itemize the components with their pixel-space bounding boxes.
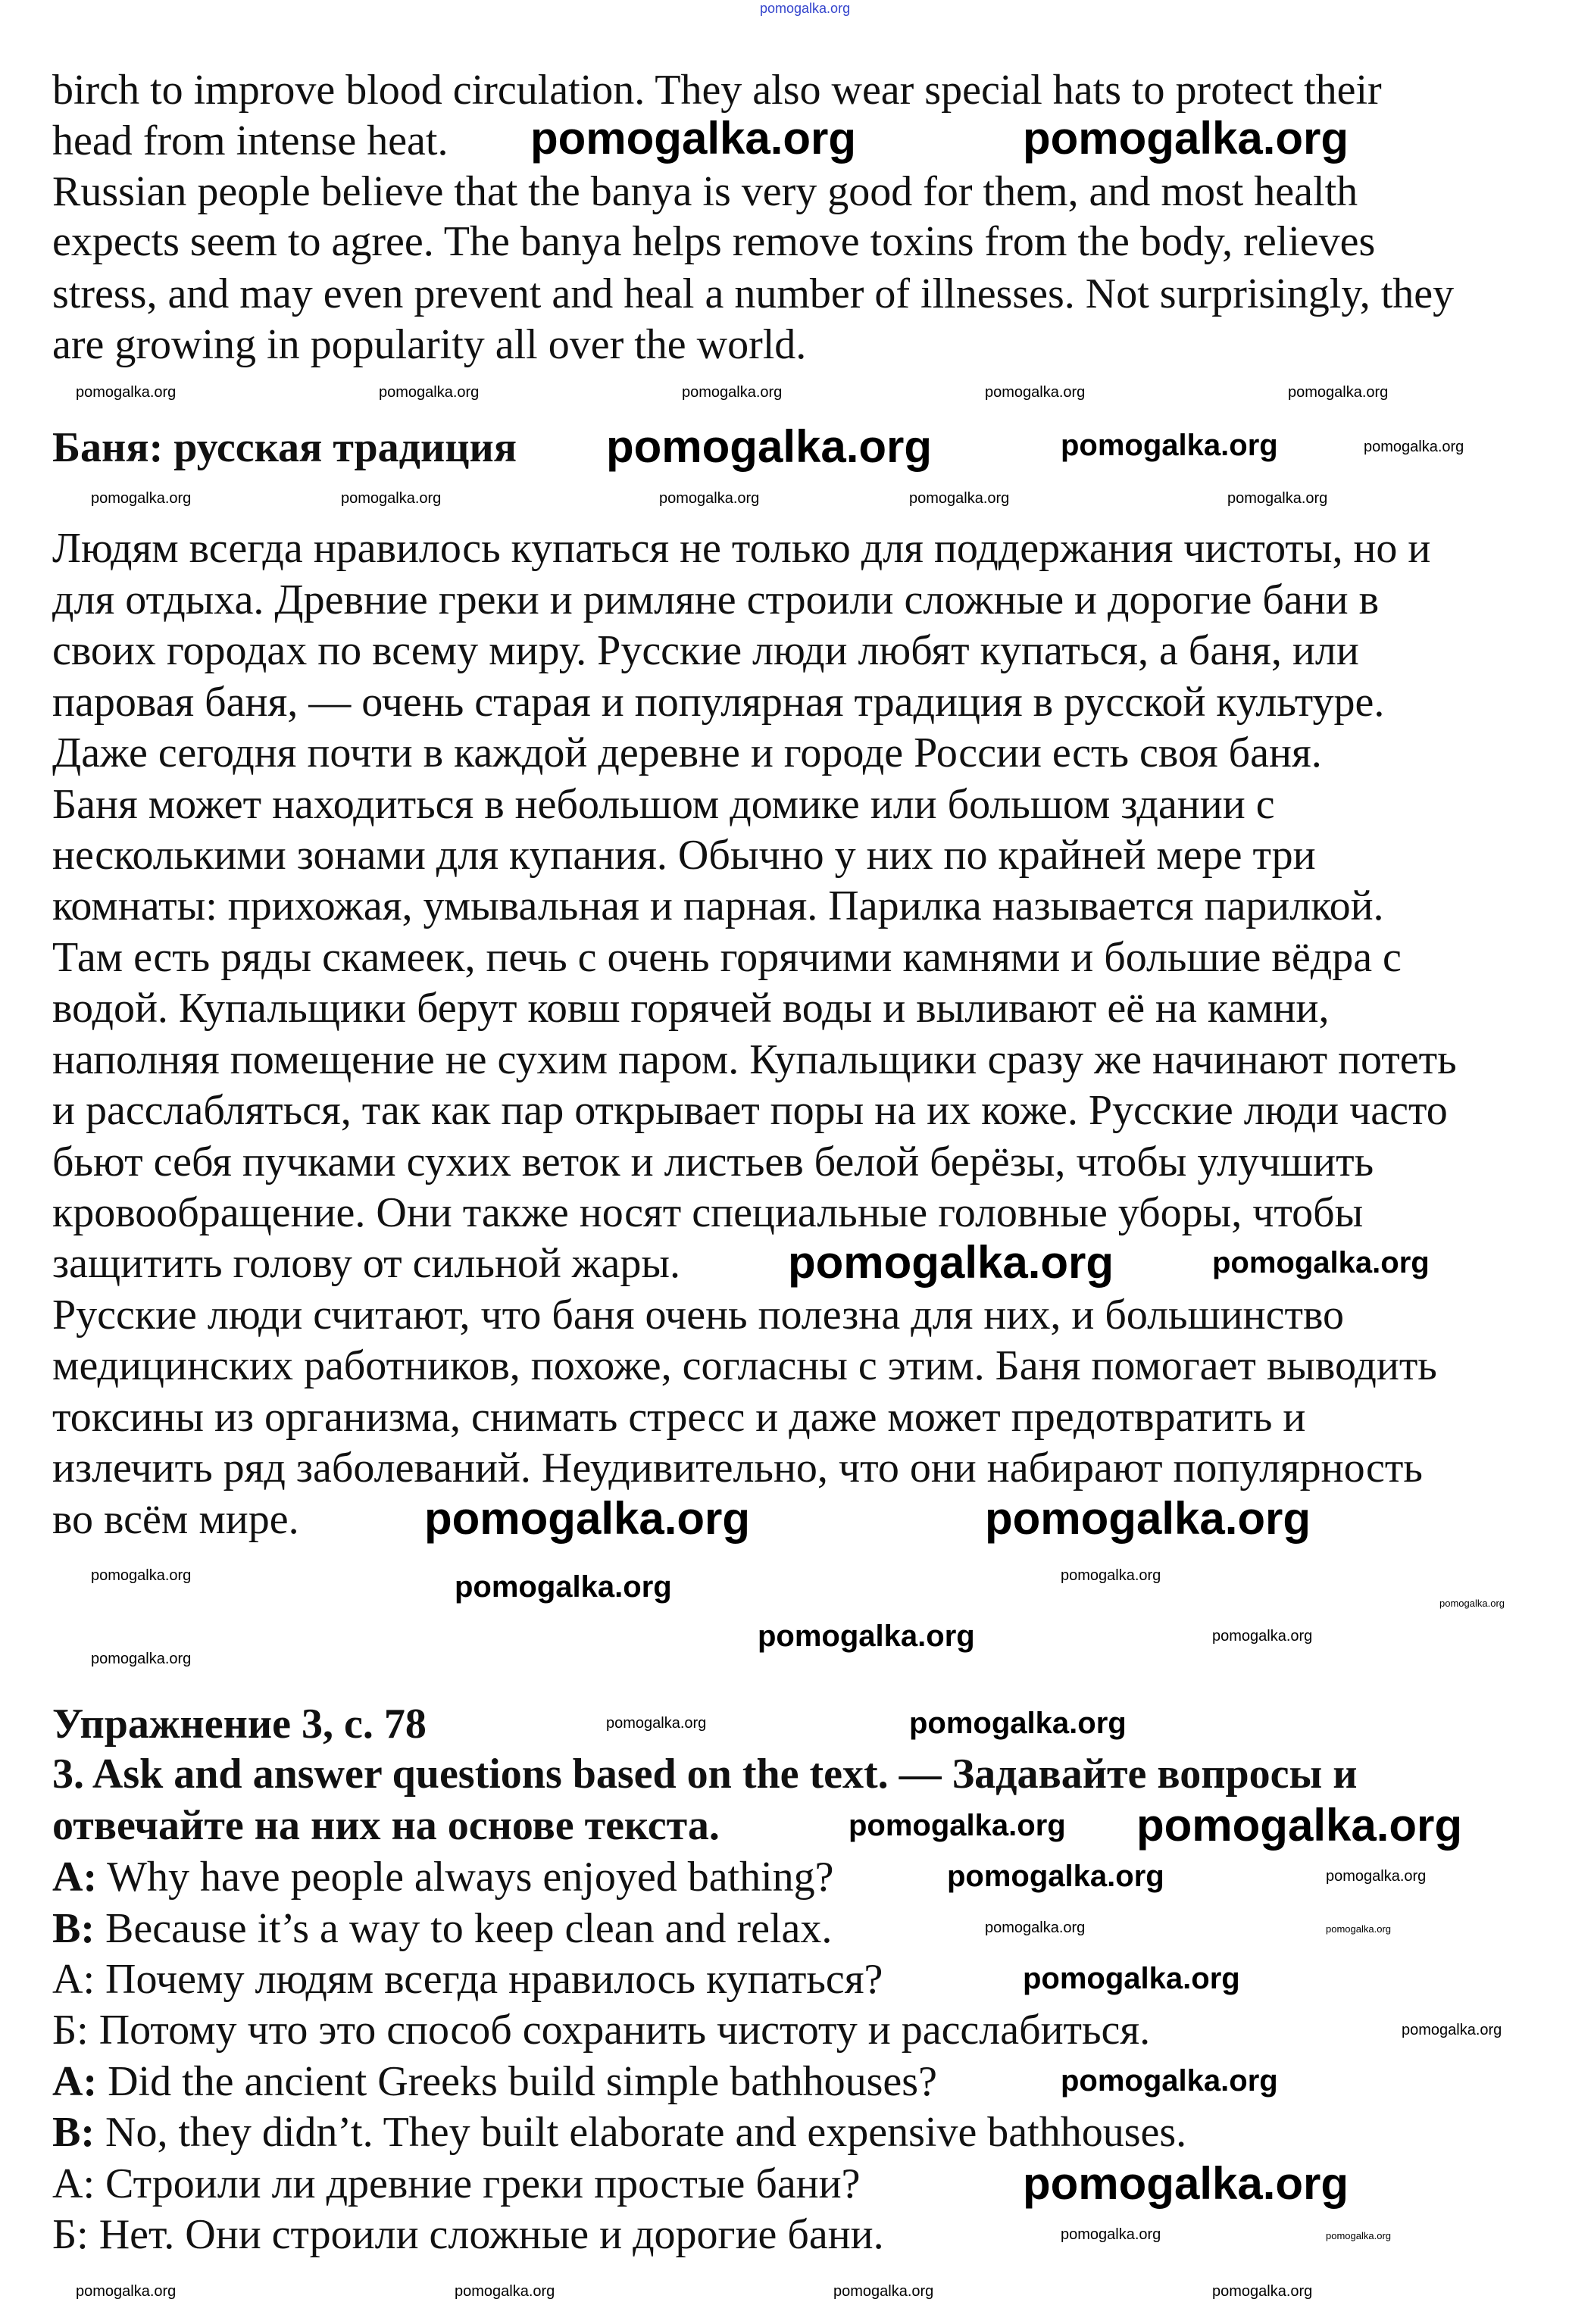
russian-paragraph-line: защитить голову от сильной жары. [52, 1240, 680, 1287]
dialogue-line [52, 2210, 884, 2260]
watermark: pomogalka.org [1212, 1246, 1430, 1279]
dialogue-line [52, 1852, 834, 1903]
watermark: pomogalka.org [1402, 2022, 1502, 2038]
watermark: pomogalka.org [1326, 2230, 1391, 2241]
russian-paragraph-line: медицинских работников, похоже, согласны с этим. Баня помогает выводить [52, 1342, 1437, 1389]
watermark: pomogalka.org [985, 1919, 1086, 1936]
english-paragraph-line: are growing in popularity all over the world. [52, 321, 807, 368]
watermark: pomogalka.org [947, 1860, 1164, 1893]
dialogue-line [52, 1904, 832, 1954]
exercise-title: Упражнение 3, с. 78 [52, 1701, 427, 1748]
watermark: pomogalka.org [659, 490, 760, 507]
watermark: pomogalka.org [1136, 1800, 1463, 1851]
english-paragraph-line: stress, and may even prevent and heal a number of illnesses. Not surprisingly, they [52, 270, 1455, 317]
russian-paragraph-line: Даже сегодня почти в каждой деревне и городе России есть своя баня. [52, 729, 1322, 776]
watermark: pomogalka.org [91, 1651, 192, 1667]
english-paragraph-line: head from intense heat. [52, 117, 449, 164]
watermark: pomogalka.org [985, 384, 1086, 401]
watermark: pomogalka.org [682, 384, 783, 401]
watermark: pomogalka.org [1061, 2064, 1278, 2098]
russian-paragraph-line: и расслабляться, так как пар открывает поры на их коже. Русские люди часто [52, 1087, 1448, 1134]
watermark: pomogalka.org [1326, 1923, 1391, 1935]
watermark: pomogalka.org [788, 1237, 1114, 1288]
speaker-label: B: [52, 1905, 95, 1952]
russian-paragraph-line: Русские люди считают, что баня очень полезна для них, и большинство [52, 1292, 1345, 1338]
russian-paragraph-line: для отдыха. Древние греки и римляне строили сложные и дорогие бани в [52, 576, 1380, 623]
russian-paragraph-line: паровая баня, — очень старая и популярная традиция в русской культуре. [52, 679, 1385, 726]
russian-paragraph-line: токсины из организма, снимать стресс и даже может предотвратить и [52, 1394, 1306, 1441]
english-paragraph-line: Russian people believe that the banya is very good for them, and most health [52, 168, 1358, 215]
watermark: pomogalka.org [849, 1809, 1066, 1842]
watermark: pomogalka.org [1061, 2226, 1161, 2243]
watermark: pomogalka.org [909, 490, 1010, 507]
watermark: pomogalka.org [1023, 113, 1349, 164]
watermark: pomogalka.org [1061, 1567, 1161, 1584]
dialogue-text: Потому что это способ сохранить чистоту и расслабиться. [88, 2007, 1151, 2054]
watermark: pomogalka.org [379, 384, 480, 401]
watermark: pomogalka.org [455, 1570, 672, 1604]
russian-paragraph-line: комнаты: прихожая, умывальная и парная. Парилка называется парилкой. [52, 882, 1384, 929]
russian-paragraph-line: своих городах по всему миру. Русские люди любят купаться, а баня, или [52, 627, 1359, 674]
russian-paragraph-line: во всём мире. [52, 1496, 299, 1543]
watermark: pomogalka.org [1212, 2283, 1313, 2300]
russian-paragraph-line: излечить ряд заболеваний. Неудивительно, что они набирают популярность [52, 1445, 1423, 1492]
watermark: pomogalka.org [606, 1715, 707, 1732]
watermark: pomogalka.org [1023, 2158, 1349, 2209]
watermark: pomogalka.org [91, 1567, 192, 1584]
speaker-label: A: [52, 1854, 98, 1901]
watermark: pomogalka.org [76, 384, 177, 401]
watermark: pomogalka.org [1288, 384, 1389, 401]
dialogue-text: Did the ancient Greeks build simple bathhouses? [97, 2058, 937, 2105]
watermark: pomogalka.org [91, 490, 192, 507]
dialogue-line [52, 2005, 1150, 2056]
russian-paragraph-line: наполняя помещение не сухим паром. Купальщики сразу же начинают потеть [52, 1036, 1457, 1083]
russian-heading: Баня: русская традиция [52, 424, 517, 471]
watermark: pomogalka.org [606, 421, 933, 472]
russian-paragraph-line: Людям всегда нравилось купаться не только для поддержания чистоты, но и [52, 525, 1431, 572]
dialogue-text: No, they didn’t. They built elaborate and expensive bathhouses. [95, 2109, 1187, 2156]
speaker-label: Б: [52, 2211, 89, 2258]
watermark: pomogalka.org [455, 2283, 555, 2300]
dialogue-text: Нет. Они строили сложные и дорогие бани. [88, 2211, 884, 2258]
english-paragraph-line: expects seem to agree. The banya helps remove toxins from the body, relieves [52, 218, 1376, 265]
watermark: pomogalka.org [985, 1493, 1311, 1544]
speaker-label: А: [52, 2160, 95, 2207]
watermark: pomogalka.org [760, 1, 851, 16]
watermark: pomogalka.org [1326, 1868, 1427, 1885]
speaker-label: А: [52, 1956, 95, 2003]
dialogue-text: Строили ли древние греки простые бани? [95, 2160, 861, 2207]
russian-paragraph-line: бьют себя пучками сухих веток и листьев белой берёзы, чтобы улучшить [52, 1139, 1374, 1185]
russian-paragraph-line: Баня может находиться в небольшом домике или большом здании с [52, 781, 1275, 828]
watermark: pomogalka.org [76, 2283, 177, 2300]
dialogue-text: Why have people always enjoyed bathing? [97, 1854, 834, 1901]
watermark: pomogalka.org [1061, 429, 1278, 462]
watermark: pomogalka.org [1227, 490, 1328, 507]
watermark: pomogalka.org [833, 2283, 934, 2300]
exercise-task-line: 3. Ask and answer questions based on the text. — Задавайте вопросы и [52, 1751, 1358, 1798]
dialogue-line [52, 2057, 937, 2107]
watermark: pomogalka.org [1439, 1598, 1505, 1609]
russian-paragraph-line: водой. Купальщики берут ковш горячей воды и выливают её на камни, [52, 985, 1330, 1032]
speaker-label: A: [52, 2058, 98, 2105]
watermark: pomogalka.org [1364, 439, 1464, 455]
dialogue-line [52, 2159, 860, 2210]
watermark: pomogalka.org [424, 1493, 751, 1544]
english-paragraph-line: birch to improve blood circulation. They also wear special hats to protect their [52, 67, 1382, 114]
russian-paragraph-line: кровообращение. Они также носят специальные головные уборы, чтобы [52, 1189, 1364, 1236]
watermark: pomogalka.org [1023, 1962, 1240, 1995]
dialogue-line [52, 1954, 883, 2005]
speaker-label: B: [52, 2109, 95, 2156]
exercise-task-line: отвечайте на них на основе текста. [52, 1802, 720, 1849]
speaker-label: Б: [52, 2007, 89, 2054]
watermark: pomogalka.org [341, 490, 442, 507]
watermark: pomogalka.org [530, 113, 857, 164]
dialogue-text: Почему людям всегда нравилось купаться? [95, 1956, 883, 2003]
dialogue-line [52, 2107, 1186, 2158]
watermark: pomogalka.org [758, 1620, 975, 1653]
russian-paragraph-line: Там есть ряды скамеек, печь с очень горячими камнями и большие вёдра с [52, 934, 1402, 981]
dialogue-text: Because it’s a way to keep clean and relax. [95, 1905, 833, 1952]
russian-paragraph-line: несколькими зонами для купания. Обычно у них по крайней мере три [52, 832, 1316, 879]
watermark: pomogalka.org [909, 1707, 1127, 1740]
watermark: pomogalka.org [1212, 1628, 1313, 1645]
